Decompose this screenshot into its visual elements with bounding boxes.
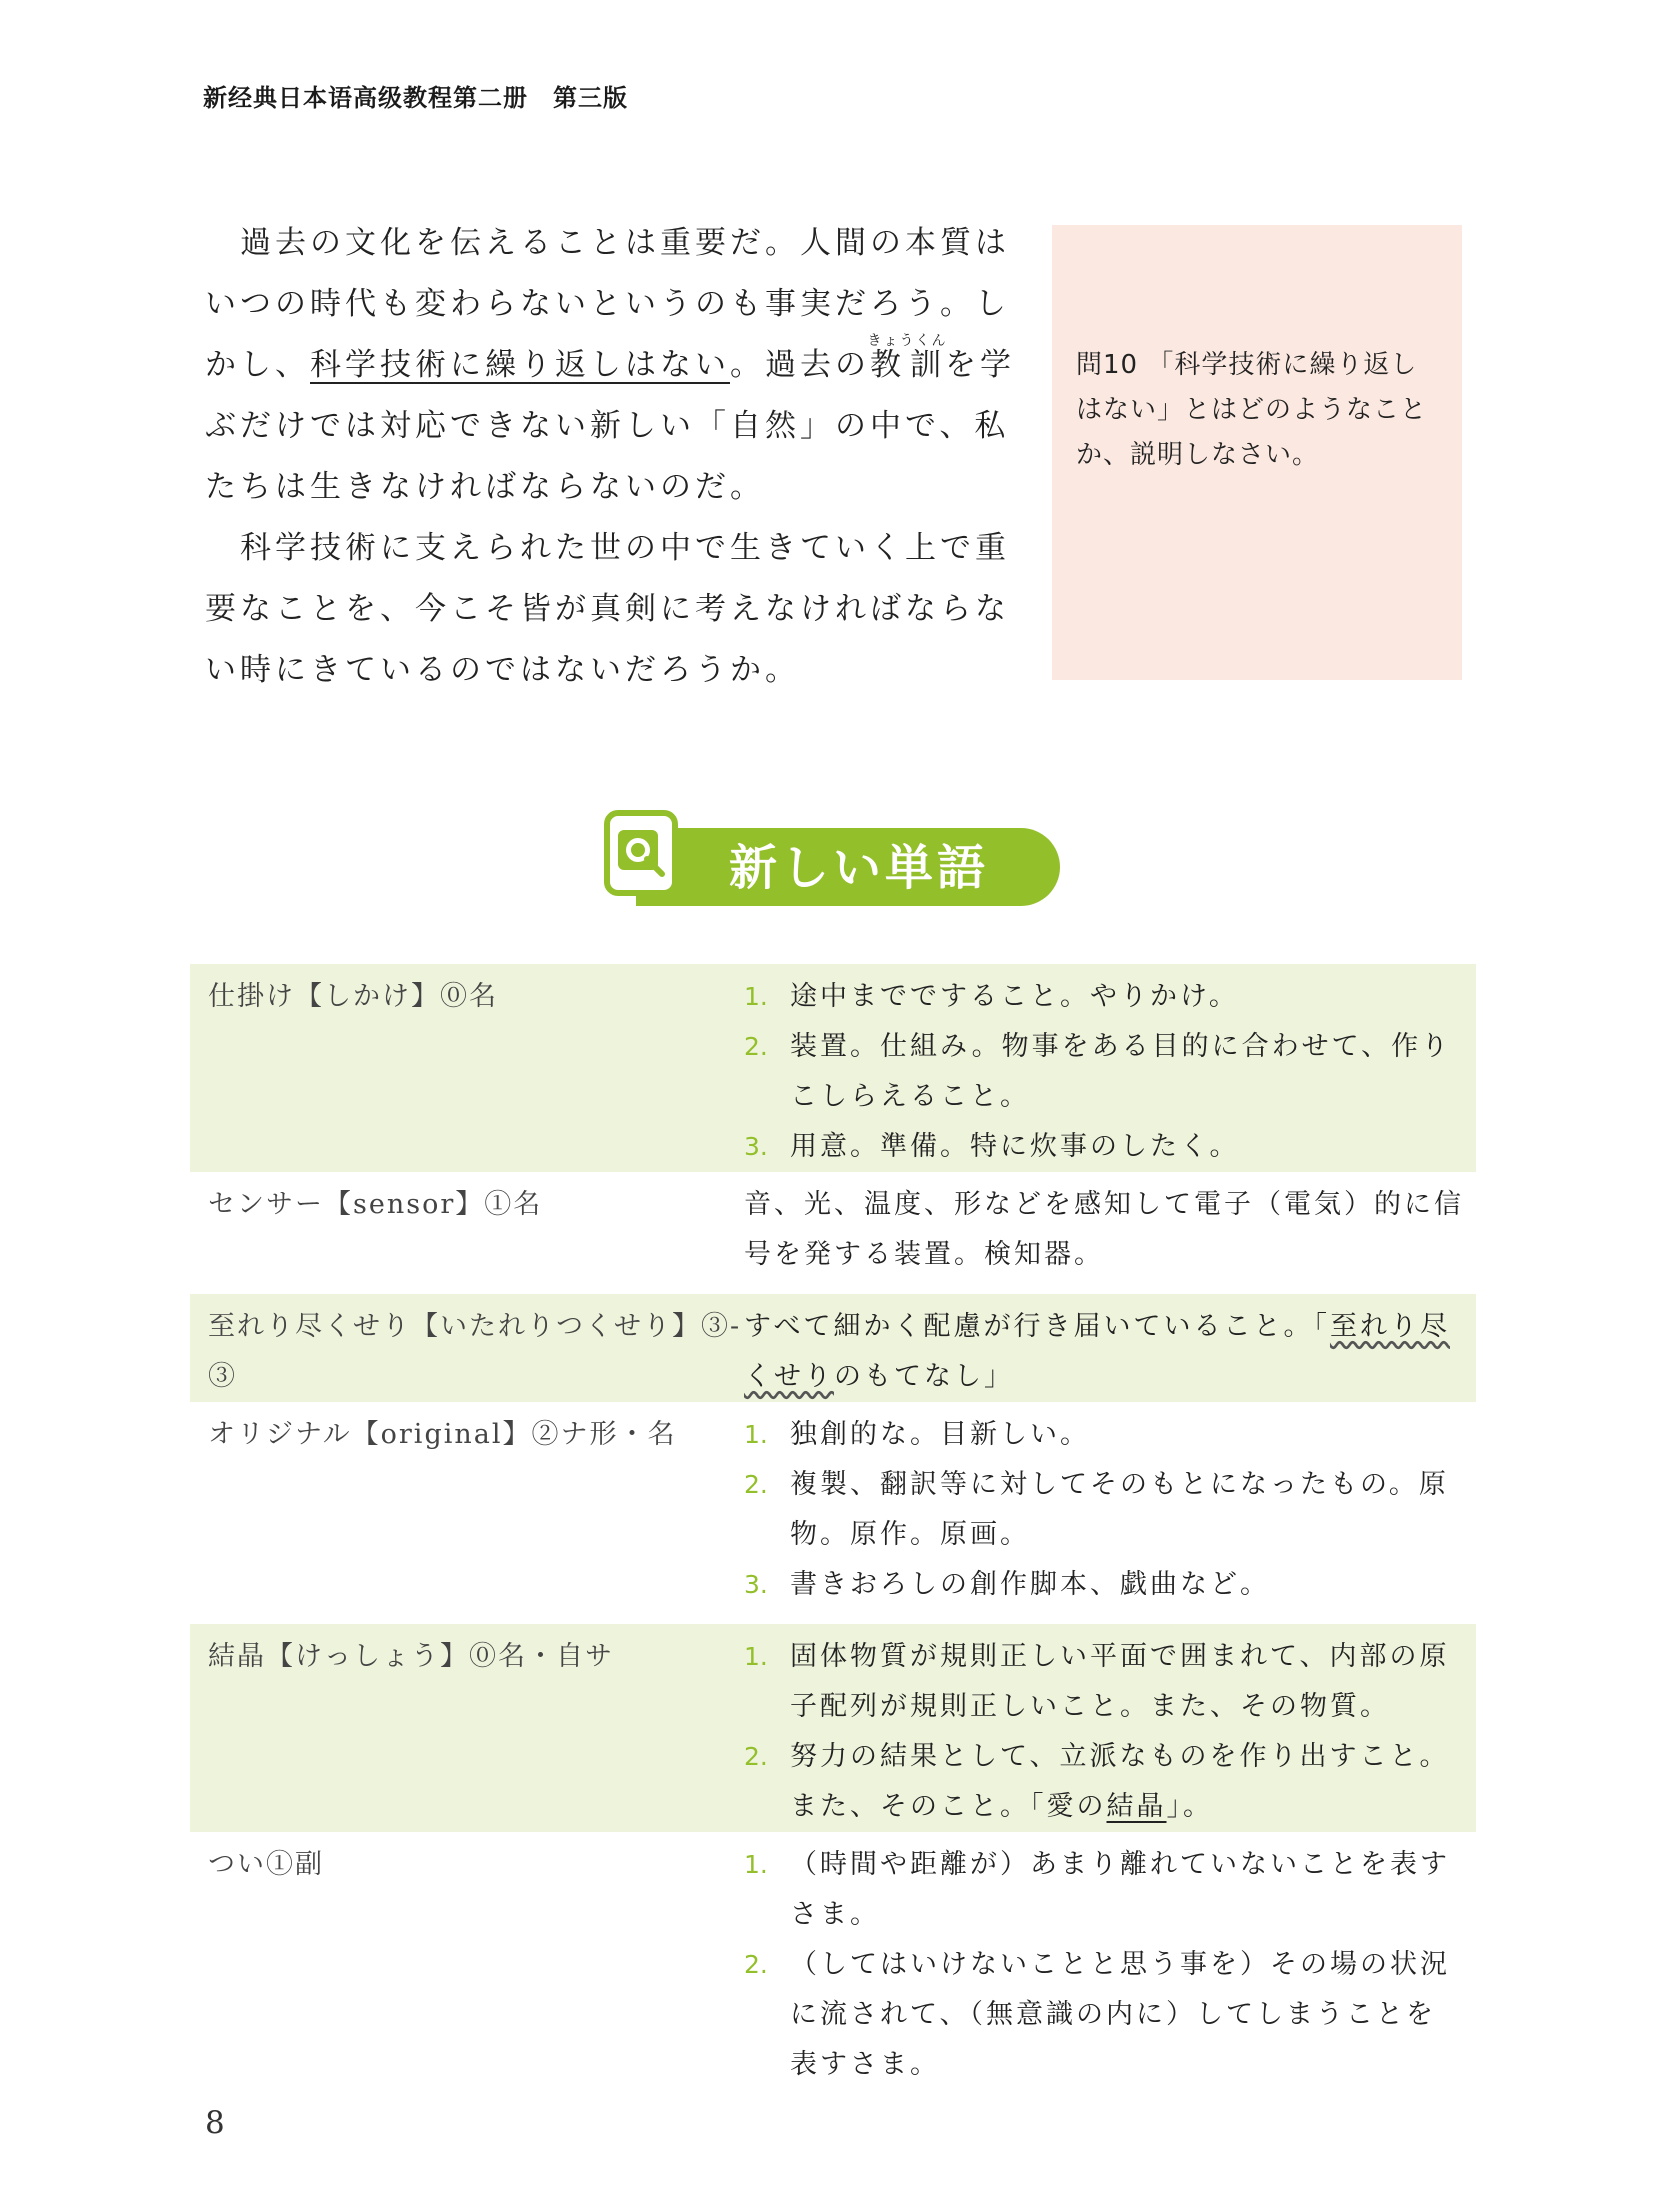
vocab-section-header: [604, 808, 1064, 908]
page-number: 8: [205, 2105, 225, 2141]
vocab-row: [190, 1832, 1476, 2092]
book-title: 新经典日本语高级教程第二册 第三版: [203, 84, 628, 112]
definition-item: 音、光、温度、形などを感知して電子（電気）的に信号を発する装置。検知器。: [744, 1189, 1464, 1270]
vocab-term: 至れり尽くせり【いたれりつくせり】③-③: [208, 1311, 742, 1392]
vocab-term: つい①副: [208, 1849, 324, 1880]
vocab-term: 仕掛け【しかけ】⓪名: [208, 981, 498, 1012]
paragraph-2: 科学技術に支えられた世の中で生きていく上で重要なことを、今こそ皆が真剣に考えなければならない時にきているのではないだろうか。: [205, 530, 1010, 688]
vocab-definitions: [744, 1172, 1476, 1294]
vocab-definitions: [744, 1294, 1476, 1402]
vocab-definitions: [744, 1402, 1476, 1624]
vocab-section-title: 新しい単語: [729, 840, 990, 896]
question-text: 問10 「科学技術に繰り返しはない」とはどのようなことか、説明しなさい。: [1076, 350, 1428, 470]
definition-item: 2. 努力の結果として、立派なものを作り出すこと。また、そのこと。「愛の結晶」。: [744, 1741, 1450, 1822]
reading-passage: [205, 213, 1025, 701]
vocab-row: [190, 1402, 1476, 1624]
vocab-term: オリジナル【original】②ナ形・名: [208, 1419, 677, 1450]
definition-item: 2. （してはいけないことと思う事を）その場の状況に流されて、（無意識の内に）してしまうことを表すさま。: [744, 1949, 1450, 2080]
magnifier-icon: [604, 810, 678, 896]
definition-item: 1. 独創的な。目新しい。: [744, 1419, 1090, 1450]
example-wavy-underline: 至れり尽くせり: [744, 1311, 1450, 1392]
question-box: [1052, 225, 1462, 680]
example-underline: 結晶: [1106, 1791, 1167, 1822]
vocab-definitions: [744, 1832, 1476, 2092]
definition-item: 2. 装置。仕組み。物事をある目的に合わせて、作りこしらえること。: [744, 1031, 1452, 1112]
ruby-reading: きょうくん: [867, 333, 948, 349]
vocab-term: 結晶【けっしょう】⓪名・自サ: [208, 1641, 614, 1672]
vocab-row: [190, 964, 1476, 1172]
p1-text-middle: 。過去の: [730, 347, 870, 383]
definition-item: すべて細かく配慮が行き届いていること。「至れり尽くせりのもてなし」: [744, 1311, 1450, 1392]
vocab-table: [190, 964, 1476, 2092]
ruby-kyoukun: 教訓きょうくん: [867, 333, 948, 383]
p1-text-start: 過去の文化を伝えることは重要だ。人間の本質はいつの時代も変わらないというのも事実だろう。しかし、: [205, 225, 1010, 383]
paragraph-1: [205, 213, 1025, 518]
definition-item: 2. 複製、翻訳等に対してそのもとになったもの。原物。原作。原画。: [744, 1469, 1449, 1550]
vocab-definitions: [744, 1624, 1476, 1832]
definition-item: 1. 固体物質が規則正しい平面で囲まれて、内部の原子配列が規則正しいこと。また、その物質。: [744, 1641, 1450, 1722]
vocab-definitions: [744, 964, 1476, 1172]
vocab-row: [190, 1172, 1476, 1294]
definition-item: 1. （時間や距離が）あまり離れていないことを表すさま。: [744, 1849, 1450, 1930]
definition-item: 3. 書きおろしの創作脚本、戯曲など。: [744, 1569, 1270, 1600]
vocab-row: [190, 1294, 1476, 1402]
definition-item: 1. 途中までですること。やりかけ。: [744, 981, 1239, 1012]
definition-item: 3. 用意。準備。特に炊事のしたく。: [744, 1131, 1240, 1162]
underlined-phrase: 科学技術に繰り返しはない: [310, 347, 730, 383]
vocab-term: センサー【sensor】①名: [208, 1189, 543, 1220]
p1-text-end: を学ぶだけでは対応できない新しい「自然」の中で、私たちは生きなければならないのだ。: [205, 347, 1015, 505]
vocab-row: [190, 1624, 1476, 1832]
